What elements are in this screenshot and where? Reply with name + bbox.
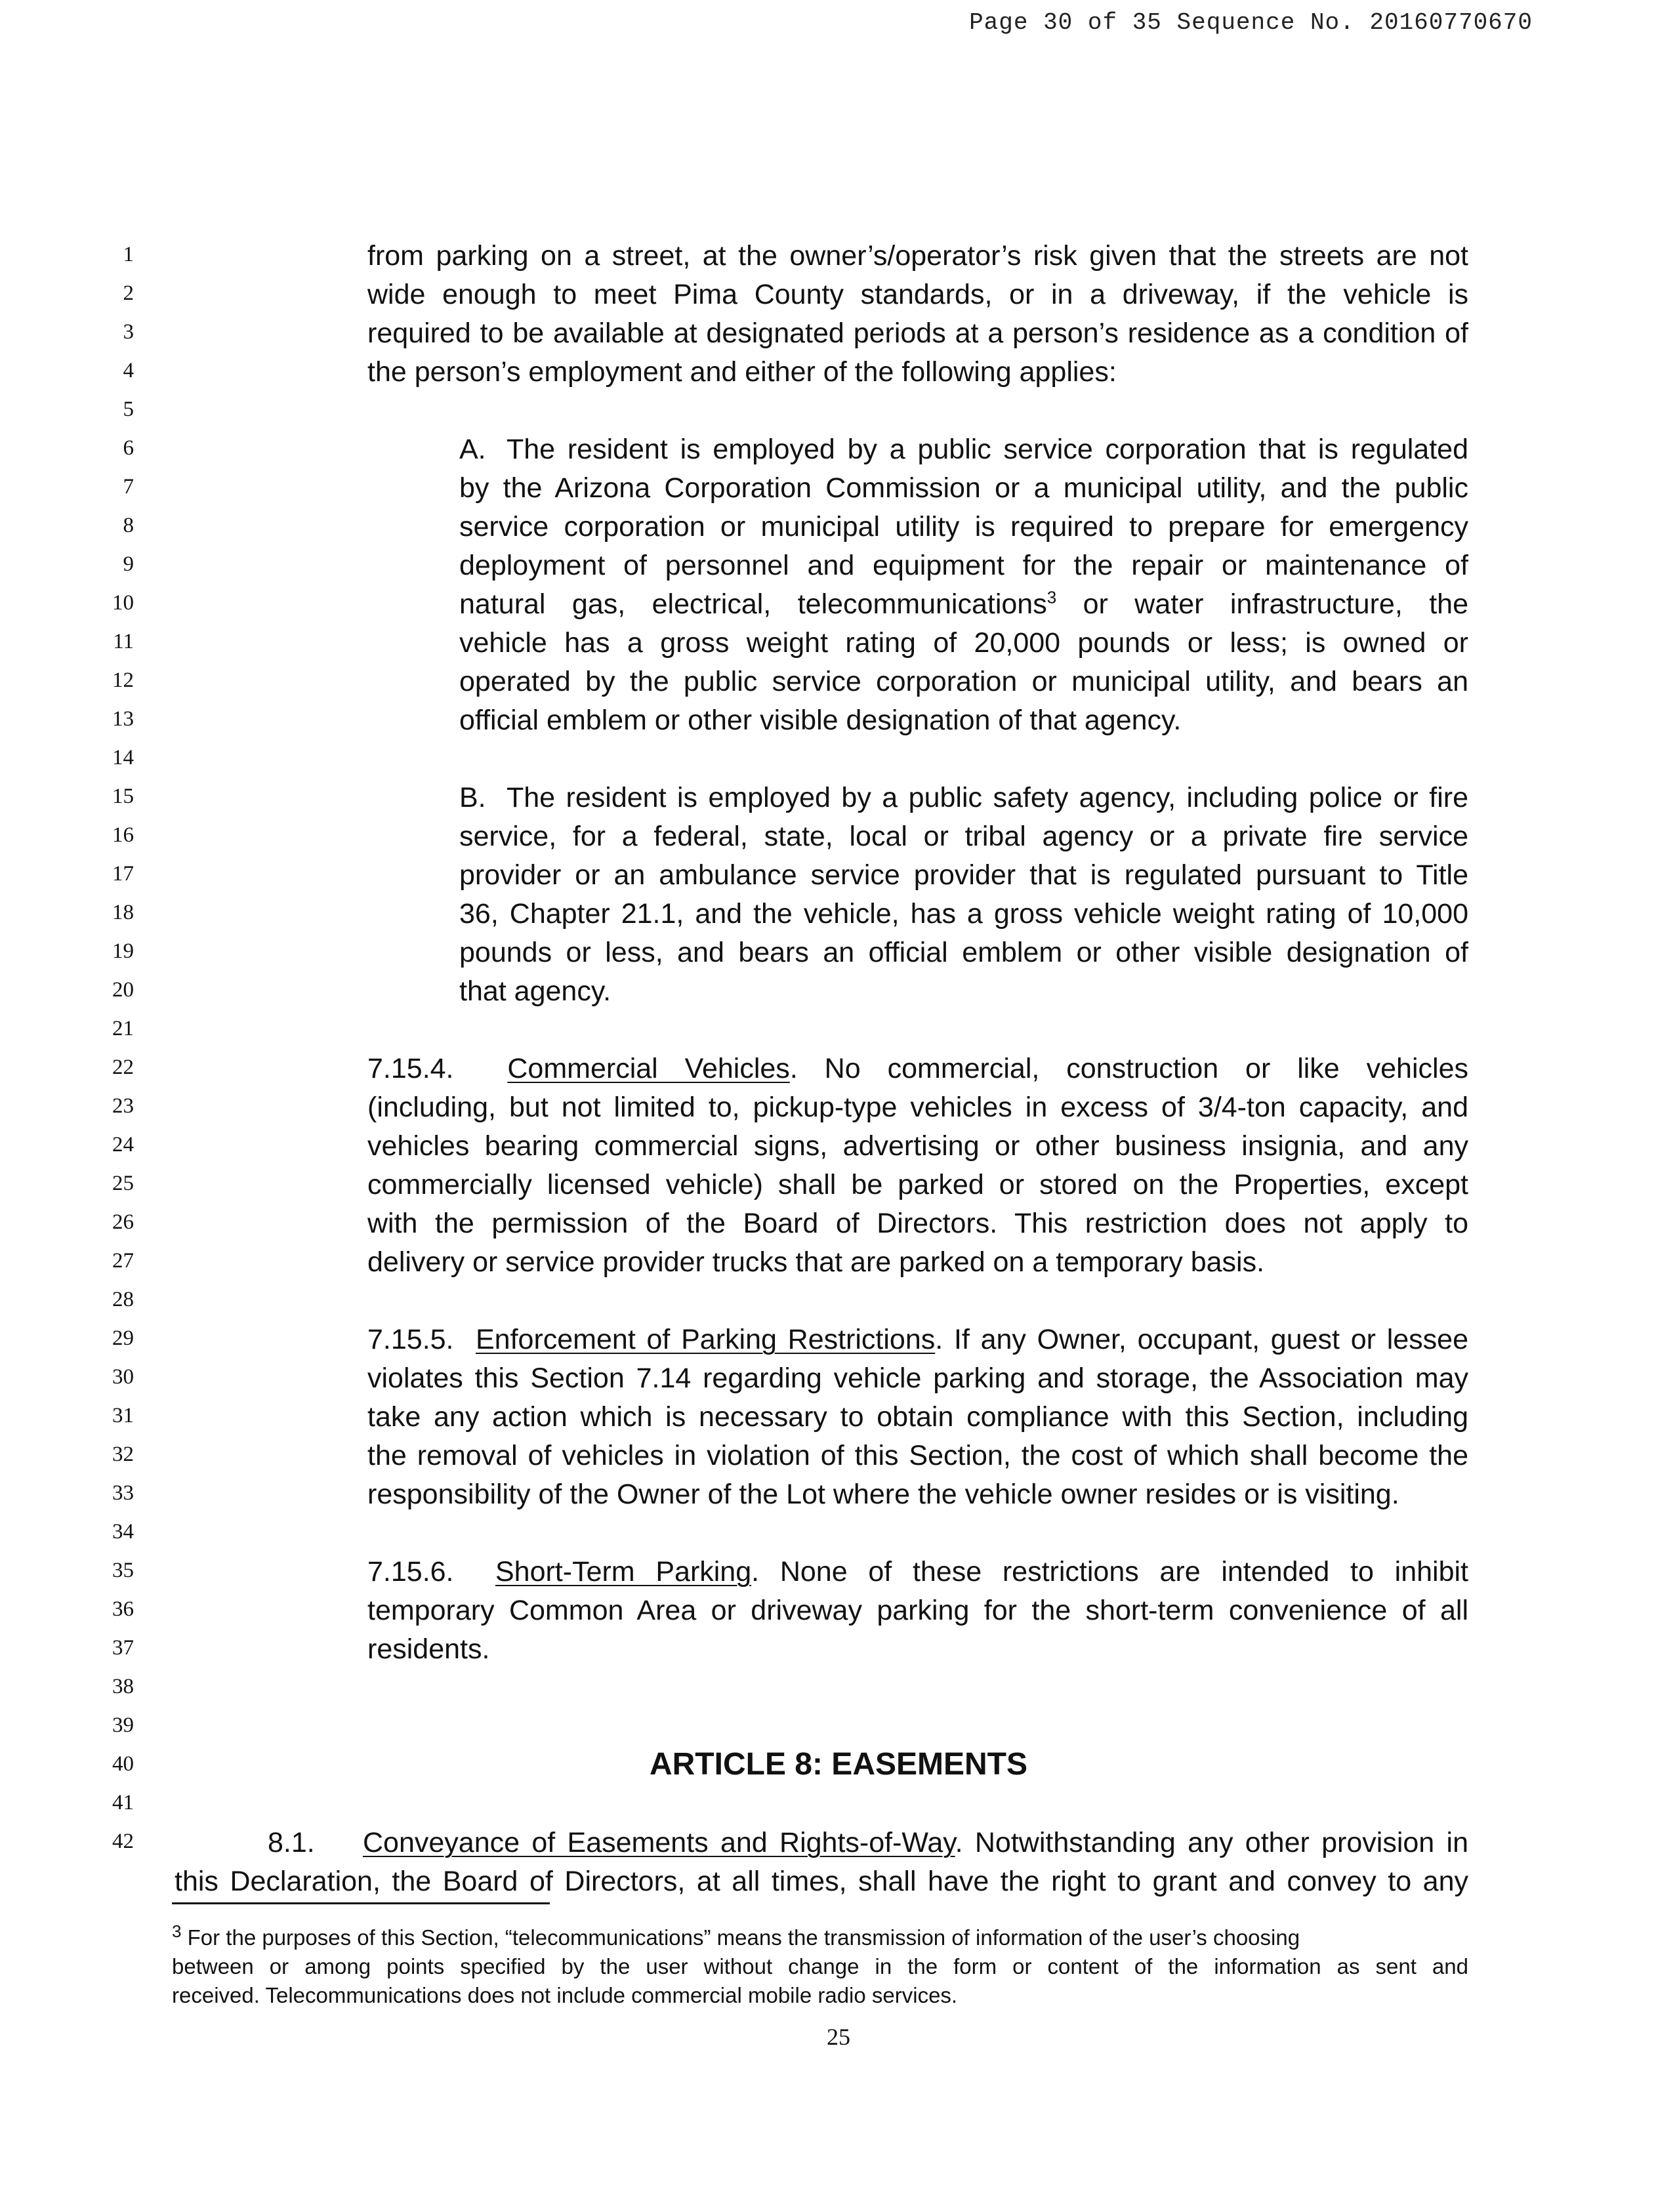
section-first-line: 7.15.5. Enforcement of Parking Restrictions. If any Owner, occupant, guest or lessee [367,1324,1468,1355]
line-number: 16 [112,823,134,847]
line-number: 6 [123,436,134,460]
line-number: 7 [123,475,134,499]
text-line: The resident is employed by a public service corporation that is regulated [507,434,1468,465]
line-number: 23 [112,1094,134,1118]
line-number: 30 [112,1365,134,1389]
section-number: 7.15.5. [367,1324,454,1355]
line-number: 41 [112,1791,134,1814]
line-number: 37 [112,1636,134,1660]
line-number: 19 [112,939,134,963]
text-line: with the permission of the Board of Directors. This restriction does not apply to [367,1208,1468,1239]
line-number: 12 [112,668,134,692]
text-line: take any action which is necessary to obtain compliance with this Section, including [367,1401,1468,1433]
text-line: pounds or less, and bears an official emblem or other visible designation of [459,937,1468,968]
footnote-line: received. Telecommunications does not include commercial mobile radio services. [172,1983,958,2007]
line-number: 42 [112,1830,134,1853]
line-number: 1 [123,243,134,266]
line-number: 36 [112,1597,134,1621]
line-number: 5 [123,398,134,421]
line-number: 11 [113,630,134,653]
text-line: official emblem or other visible designation of that agency. [459,705,1182,736]
line-number: 20 [112,978,134,1002]
text-line: provider or an ambulance service provider that is regulated pursuant to Title [459,859,1468,891]
text-line: delivery or service provider trucks that are parked on a temporary basis. [367,1246,1265,1278]
line-number: 15 [112,785,134,808]
item-marker: B. [459,782,486,813]
text-line: temporary Common Area or driveway parking for the short-term convenience of all [367,1595,1468,1626]
footnote-rule [172,1902,550,1904]
footnote-mark: 3 [172,1921,182,1941]
text-line: the removal of vehicles in violation of this Section, the cost of which shall become the [367,1440,1468,1471]
line-number: 27 [112,1249,134,1273]
text-line: that agency. [459,975,611,1007]
section-heading: Conveyance of Easements and Rights-of-Way [363,1827,955,1858]
section-heading: Commercial Vehicles [507,1053,790,1084]
page-number: 25 [827,2024,850,2050]
line-number: 25 [112,1172,134,1195]
line-number: 32 [112,1443,134,1466]
line-number: 40 [112,1752,134,1776]
text-line: wide enough to meet Pima County standards, or in a driveway, if the vehicle is [367,279,1468,310]
line-number: 22 [112,1055,134,1079]
line-number: 31 [112,1404,134,1427]
text-line: deployment of personnel and equipment for the repair or maintenance of [459,550,1468,581]
text-line: the person’s employment and either of the following applies: [367,356,1117,388]
item-marker: A. [459,434,486,465]
line-number: 2 [123,281,134,305]
footnote-line: between or among points specified by the user without change in the form or content of the information as sent and [172,1954,1468,1978]
text-line: 36, Chapter 21.1, and the vehicle, has a gross vehicle weight rating of 10,000 [459,898,1468,930]
text-line: service corporation or municipal utility is required to prepare for emergency [459,511,1468,543]
text-line: by the Arizona Corporation Commission or a municipal utility, and the public [459,472,1468,504]
text-line: required to be available at designated periods at a person’s residence as a condition of [367,317,1468,349]
text-line: service, for a federal, state, local or tribal agency or a private fire service [459,821,1468,852]
article-title: ARTICLE 8: EASEMENTS [649,1747,1028,1782]
line-number: 3 [123,320,134,344]
text-line: operated by the public service corporation or municipal utility, and bears an [459,666,1468,697]
section-first-line: 7.15.6. Short-Term Parking. None of these restrictions are intended to inhibit [367,1556,1468,1587]
line-number: 38 [112,1675,134,1698]
section-number: 7.15.6. [367,1556,454,1587]
text-line: The resident is employed by a public safety agency, including police or fire [507,782,1468,813]
section-number: 8.1. [268,1827,315,1858]
line-number: 8 [123,514,134,537]
text-line: from parking on a street, at the owner’s/operator’s risk given that the streets are not [367,240,1468,272]
section-heading: Short-Term Parking [495,1556,752,1587]
line-number: 10 [112,591,134,615]
text-line: vehicle has a gross weight rating of 20,000 pounds or less; is owned or [459,627,1468,659]
line-number: 9 [123,552,134,576]
text-line: vehicles bearing commercial signs, advertising or other business insignia, and any [367,1130,1468,1162]
footnote-reference: 3 [1046,587,1057,607]
line-number: 18 [112,901,134,924]
line-number: 14 [112,746,134,769]
section-first-line: 7.15.4. Commercial Vehicles. No commercial, construction or like vehicles [367,1053,1468,1084]
line-number: 26 [112,1210,134,1234]
section-first-line: 8.1. Conveyance of Easements and Rights-of-Way. Notwithstanding any other provision in [268,1827,1468,1858]
page-header: Page 30 of 35 Sequence No. 20160770670 [969,9,1533,36]
line-number: 29 [112,1326,134,1350]
text-line: violates this Section 7.14 regarding vehicle parking and storage, the Association may [367,1362,1468,1394]
footnote-line: $^3$ For the purposes of this Section, “telecommunications” means the transmission of information of the user’s choosing [172,1921,1300,1950]
line-number: 28 [112,1288,134,1311]
text-line: (including, but not limited to, pickup-type vehicles in excess of 3/4-ton capacity, and [367,1092,1468,1123]
text-line: natural gas, electrical, telecommunications$^3$ or water infrastructure, the [459,587,1468,620]
line-number: 39 [112,1713,134,1737]
section-heading: Enforcement of Parking Restrictions [475,1324,936,1355]
section-number: 7.15.4. [367,1053,454,1084]
text-line: residents. [367,1633,490,1665]
line-number: 24 [112,1133,134,1157]
line-number: 4 [123,359,134,382]
text-line: this Declaration, the Board of Directors, at all times, shall have the right to grant and convey to any [175,1866,1468,1897]
text-line: responsibility of the Owner of the Lot where the vehicle owner resides or is visiting. [367,1479,1399,1510]
text-line: commercially licensed vehicle) shall be parked or stored on the Properties, except [367,1169,1468,1200]
line-number: 13 [112,707,134,731]
line-number: 34 [112,1520,134,1544]
line-number: 21 [112,1017,134,1040]
line-number: 35 [112,1559,134,1582]
line-number: 33 [112,1481,134,1505]
line-number: 17 [112,862,134,886]
